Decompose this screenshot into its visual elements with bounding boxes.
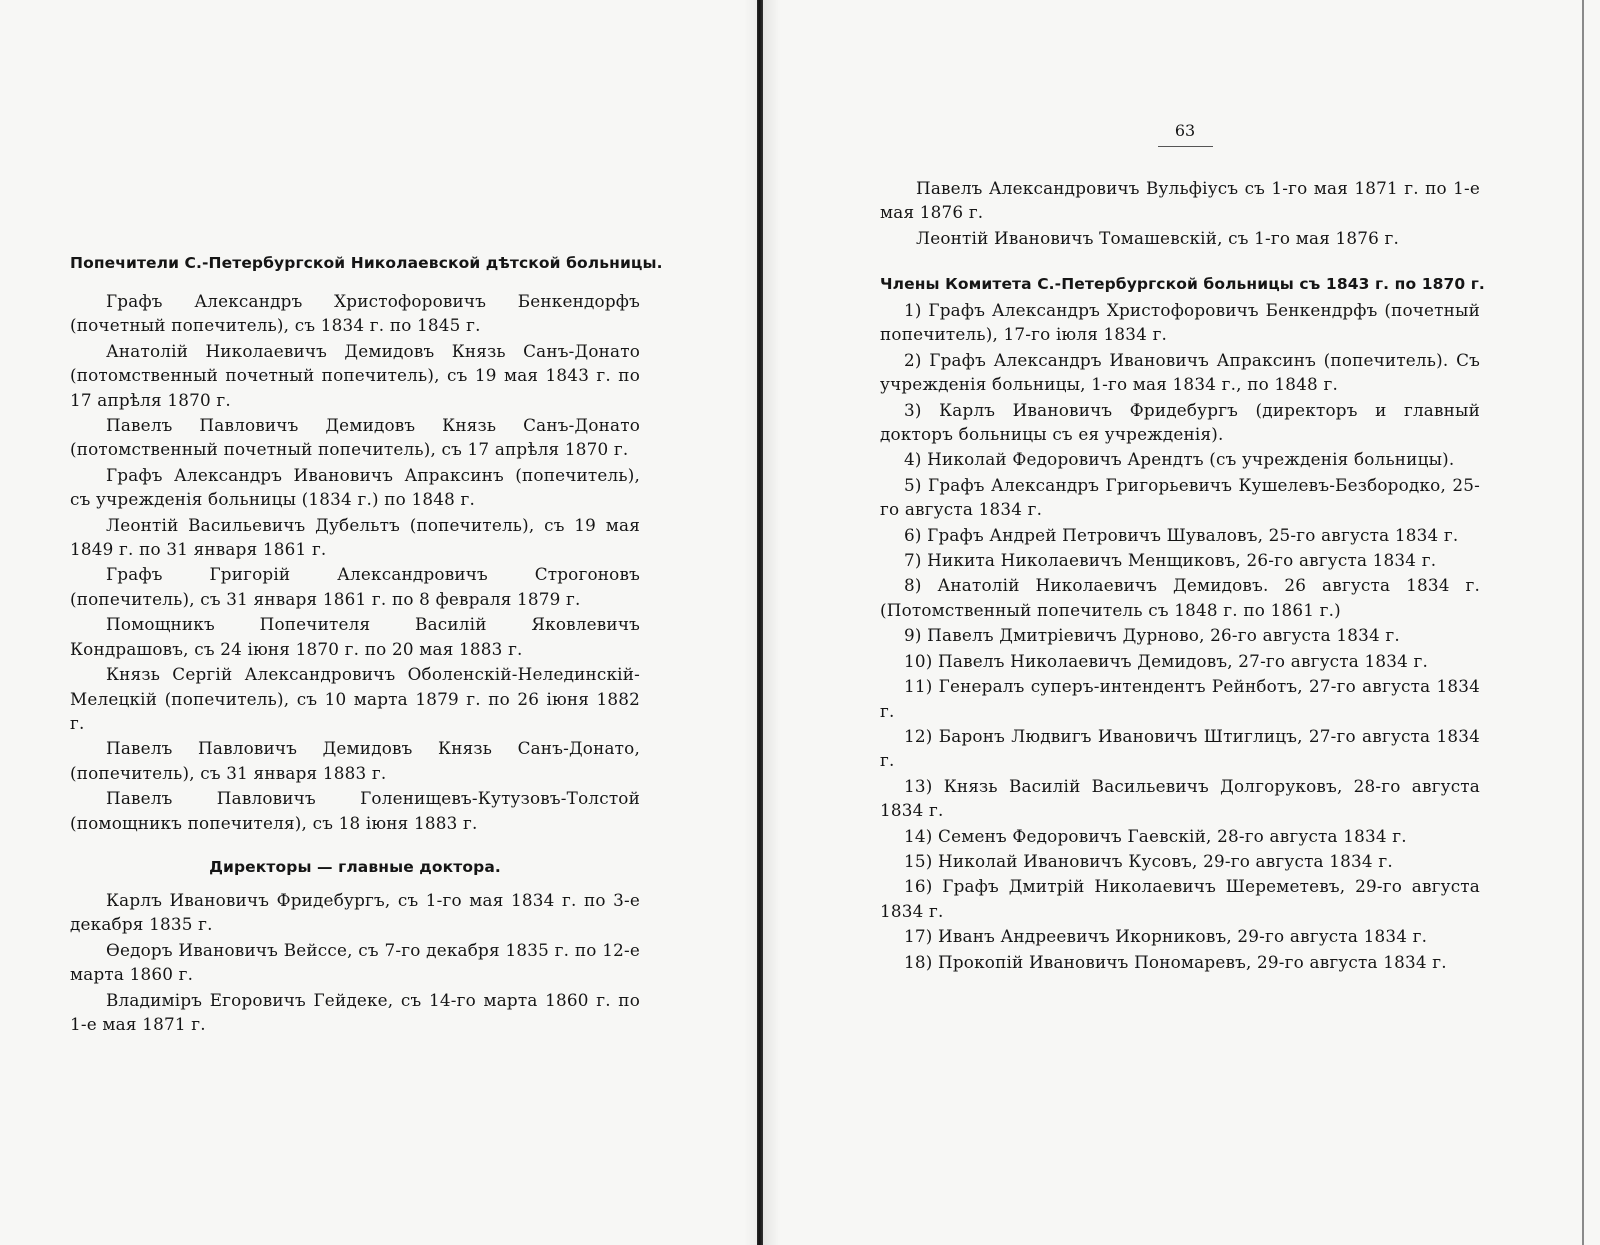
- trustee-entry: Князь Сергій Александровичъ Оболенскій-Нелединскій-Мелецкій (попечитель), съ 10 марта 1879 г. по 26 іюня 1882 г.: [70, 664, 640, 733]
- trustee-entry: Графъ Александръ Ивановичъ Апраксинъ (попечитель), съ учрежденія больницы (1834 г.) по 1848 г.: [70, 464, 640, 510]
- trustee-entry: Графъ Александръ Христофоровичъ Бенкендорфъ (почетный попечитель), съ 1834 г. по 1845 г.: [70, 291, 640, 336]
- heading-committee: Члены Комитета С.-Петербургской больницы съ 1843 г. по 1870 г.: [880, 275, 1485, 293]
- committee-entry: 2) Графъ Александръ Ивановичъ Апраксинъ (попечитель). Съ учрежденія больницы, 1-го мая 1834 г., по 1848 г.: [880, 349, 1480, 395]
- director-entry: Владиміръ Егоровичъ Гейдеке, съ 14-го марта 1860 г. по 1-е мая 1871 г.: [70, 989, 640, 1035]
- committee-list: [880, 298, 1480, 975]
- committee-entry: 10) Павелъ Николаевичъ Демидовъ, 27-го августа 1834 г.: [904, 650, 1429, 671]
- trustee-entry: Помощникъ Попечителя Василій Яковлевичъ Кондрашовъ, съ 24 іюня 1870 г. по 20 мая 1883 г.: [70, 614, 640, 659]
- committee-entry: 5) Графъ Александръ Григорьевичъ Кушелевъ-Безбородко, 25-го августа 1834 г.: [880, 474, 1480, 520]
- committee-entry: 17) Иванъ Андреевичъ Икорниковъ, 29-го августа 1834 г.: [904, 926, 1428, 947]
- page-number-rule: [1158, 146, 1213, 147]
- heading-directors: Директоры — главные доктора.: [209, 858, 501, 876]
- director-entry: Павелъ Александровичъ Вульфіусъ съ 1-го мая 1871 г. по 1-е мая 1876 г.: [880, 178, 1480, 223]
- committee-entry: 18) Прокопій Ивановичъ Пономаревъ, 29-го августа 1834 г.: [904, 951, 1447, 972]
- director-entry: Карлъ Ивановичъ Фридебургъ, съ 1-го мая 1834 г. по 3-е декабря 1835 г.: [70, 890, 640, 935]
- trustee-entry: Павелъ Павловичъ Голенищевъ-Кутузовъ-Толстой (помощникъ попечителя), съ 18 іюня 1883 г.: [70, 788, 640, 833]
- committee-entry: 4) Николай Федоровичъ Арендтъ (съ учрежденія больницы).: [904, 449, 1455, 470]
- directors-list: [70, 888, 640, 1037]
- committee-entry: 14) Семенъ Федоровичъ Гаевскій, 28-го августа 1834 г.: [904, 825, 1407, 846]
- committee-entry: 11) Генералъ суперъ-интендентъ Рейнботъ, 27-го августа 1834 г.: [880, 676, 1480, 721]
- trustee-entry: Графъ Григорій Александровичъ Строгоновъ (попечитель), съ 31 января 1861 г. по 8 февраля 1879 г.: [70, 564, 640, 609]
- director-entry: Ѳедоръ Ивановичъ Вейссе, съ 7-го декабря 1835 г. по 12-е марта 1860 г.: [70, 939, 640, 985]
- committee-entry: 1) Графъ Александръ Христофоровичъ Бенкендрфъ (почетный попечитель), 17-го іюля 1834 г.: [880, 300, 1480, 345]
- trustees-list: [70, 289, 640, 836]
- trustee-entry: Леонтій Васильевичъ Дубельтъ (попечитель), съ 19 мая 1849 г. по 31 января 1861 г.: [70, 514, 640, 560]
- committee-entry: 12) Баронъ Людвигъ Ивановичъ Штиглицъ, 27-го августа 1834 г.: [880, 725, 1480, 771]
- director-entry: Леонтій Ивановичъ Томашевскій, съ 1-го мая 1876 г.: [916, 227, 1400, 248]
- left-page: [70, 0, 663, 1245]
- committee-entry: 3) Карлъ Ивановичъ Фридебургъ (директоръ и главный докторъ больницы съ ея учрежденія).: [880, 399, 1480, 445]
- committee-entry: 8) Анатолій Николаевичъ Демидовъ. 26 августа 1834 г. (Потомственный попечитель съ 1848 г. по 1861 г.): [880, 575, 1480, 620]
- heading-trustees: Попечители С.-Петербургской Николаевской дѣтской больницы.: [70, 254, 663, 272]
- page-number: 63: [1174, 121, 1196, 140]
- trustee-entry: Павелъ Павловичъ Демидовъ Князь Санъ-Донато, (попечитель), съ 31 января 1883 г.: [70, 738, 640, 783]
- committee-entry: 15) Николай Ивановичъ Кусовъ, 29-го августа 1834 г.: [904, 850, 1393, 871]
- committee-entry: 6) Графъ Андрей Петровичъ Шуваловъ, 25-го августа 1834 г.: [904, 524, 1459, 545]
- page-edge: [1582, 0, 1584, 1245]
- book-gutter: [757, 0, 763, 1245]
- committee-entry: 7) Никита Николаевичъ Менщиковъ, 26-го августа 1834 г.: [904, 550, 1437, 571]
- trustee-entry: Павелъ Павловичъ Демидовъ Князь Санъ-Донато (потомственный почетный попечитель), съ 17 апрѣля 1870 г.: [70, 415, 640, 460]
- committee-entry: 13) Князь Василій Васильевичъ Долгоруковъ, 28-го августа 1834 г.: [880, 775, 1480, 821]
- right-page: [880, 0, 1485, 1245]
- committee-entry: 9) Павелъ Дмитріевичъ Дурново, 26-го августа 1834 г.: [904, 625, 1400, 646]
- trustee-entry: Анатолій Николаевичъ Демидовъ Князь Санъ-Донато (потомственный почетный попечитель), съ 19 мая 1843 г. по 17 апрѣля 1870 г.: [70, 340, 640, 410]
- directors-continued: [880, 176, 1480, 251]
- committee-entry: 16) Графъ Дмитрій Николаевичъ Шереметевъ, 29-го августа 1834 г.: [880, 876, 1480, 921]
